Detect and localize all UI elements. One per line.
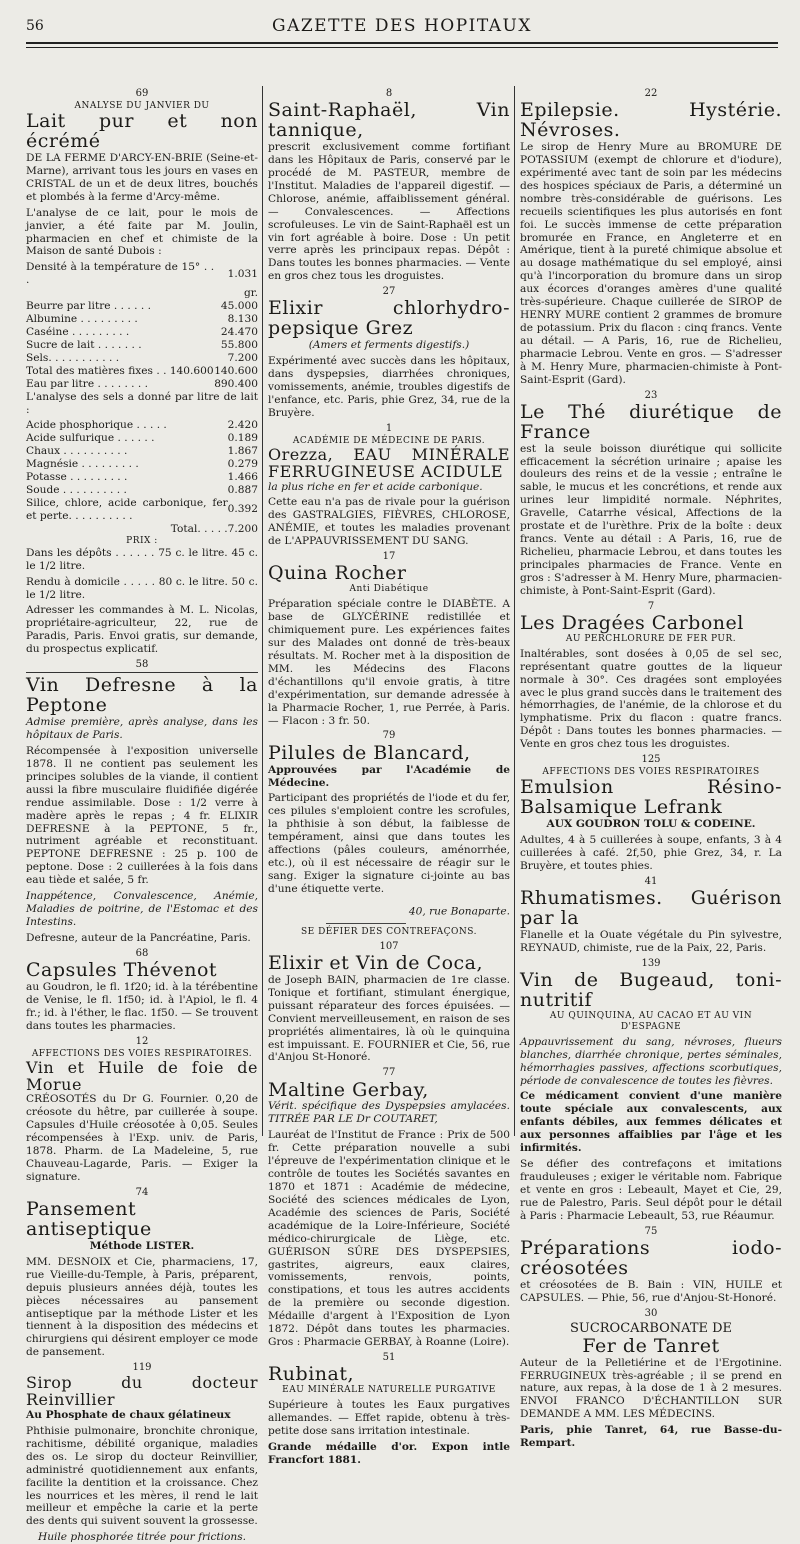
column-left [26,86,258,1544]
price-line: Dans les dépôts . . . . . . 75 c. le litre. 45 c. le 1/2 litre. [26,546,258,572]
unit-label: gr. [243,287,258,300]
ad-body: L'analyse des sels a donné par litre de lait : [26,390,258,416]
ad-number: 8 [385,88,393,99]
ad-number: 125 [641,754,661,766]
ad-footer: Grande médaille d'or. Expon intle Francfort 1881. [268,1440,510,1466]
table-row-label: Silice, chlore, acide carbonique, fer et perte. . . . . . . . . . [26,497,228,522]
ad-title: Préparations iodo-créosotées [520,1236,782,1279]
ad-subtitle: Anti Diabétique [349,584,429,595]
column-separator [262,86,263,1136]
ad-body: Inaltérables, sont dosées à 0,05 de sel sec, représentant quatre gouttes de la liqueur normale à 30°. Ces dragées sont employées avec le plus grand succès dans le traitement des hémorrhagies, de l'anémie, de la chlorose et du lymphatisme. Prix du flacon : quatre francs. Dépôt : Dans toutes les bonnes pharmacies. — Vente en gros chez tous les droguistes. [520,647,782,751]
water-value: 890.400 [214,377,258,390]
ad-body: Préparation spéciale contre le DIABÈTE. A base de GLYCÉRINE redistillée et chimiquement pure. Les expériences faites sur des Malades ont donné de très-beaux résultats. M. Rocher met à la disposition de MM. les Médecins des Flacons d'échantillons qu'il envoie gratis, à titre d'expérimentation, sur demande adressée à la Pharmacie Rocher, 1, rue Perrée, à Paris. — Flacon : 3 fr. 50. [268,598,510,727]
ad-body: Auteur de la Pelletiérine et de l'Ergotinine. FERRUGINEUX très-agréable ; il se prend en nature, aux repas, à la dose de 1 à 2 mesures. ENVOI FRANCO D'ÉCHANTILLON SUR DEMANDE A MM. LES MÉDECINS. [520,1356,782,1421]
ad-number: 58 [135,659,149,671]
ad-body: L'analyse de ce lait, pour le mois de janvier, a été faite par M. Joulin, pharmacien en chef et chimiste de la Maison de santé Dubois : [26,206,258,258]
ad-title: Saint-Raphaël, Vin tannique, [268,99,510,142]
ad-title: Vin Defresne à la Peptone [26,674,258,717]
table-row-label: Magnésie . . . . . . . . . [26,458,139,471]
ad-heading: AFFECTIONS DES VOIES RESPIRATOIRES [542,767,760,778]
ad-title: Pansement antiseptique [26,1198,152,1240]
ad-footer: Paris, phie Tanret, 64, rue Basse-du-Rempart. [520,1424,782,1450]
table-row-value: 0.189 [227,432,258,445]
ad-body: CRÉOSOTÉS du Dr G. Fournier. 0,20 de créosote du hêtre, par cuillerée à soupe. Capsules d'Huile créosotée à 0,05. Seules récompensées à l'Exp. univ. de Paris, 1878. Pharm. de La Madeleine, 5, rue Chauveau-Lagarde, Paris. — Exiger la signature. [26,1093,258,1183]
ad-number: 75 [644,1225,658,1237]
table-row-label: Beurre par litre . . . . . . [26,300,151,313]
ad-body: Defresne, auteur de la Pancréatine, Paris. [26,931,251,944]
ad-body: prescrit exclusivement comme fortifiant dans les Hôpitaux de Paris, conservé par le procédé de M. PASTEUR, membre de l'Institut. Maladies de l'appareil digestif. — Chlorose, anémie, affaiblissement général. — Convalescences. — Affections scrofuleuses. Le vin de Saint-Raphaël est un vin fort agréable à boire. Dose : Un petit verre après les principaux repas. Dépôt : Dans toutes les bonnes pharmacies. — Vente en gros chez tous les droguistes. [268,141,510,283]
total-value: 7.200 [227,522,258,535]
ad-body: Lauréat de l'Institut de France : Prix de 500 fr. Cette préparation nouvelle a subi l'épreuve de l'expérimentation clinique et le contrôle de toutes les Sociétés savantes en 1870 et 1871 : Académie de médecine, Société des sciences médicales de Lyon, Académie des sciences de Paris, Société académique de la Loire-Inférieure, Société médico-chirurgicale de Liège, etc. GUÉRISON SÛRE DES DYSPEPSIES, gastrites, aigreurs, eaux claires, vomissements, renvois, points, constipations, et tous les autres accidents de la première ou seconde digestion. Médaille d'argent à l'Exposition de Lyon 1872. Dépôt dans toutes les pharmacies. Gros : Pharmacie GERBAY, à Roanne (Loire). [268,1129,510,1349]
ad-heading: ACADÉMIE DE MÉDECINE DE PARIS. [292,435,486,446]
table-row-value: 1.466 [227,471,258,484]
column-middle [268,86,510,1466]
ad-body: Phthisie pulmonaire, bronchite chronique, rachitisme, débilité organique, maladies des os. Le sirop du docteur Reinvillier, administré quotidiennement aux enfants, facilite la dentition et la croissance. Chez les nourrices et les mères, il rend le lait meilleur et empêche la carie et la perte des dents qui suivent souvent la grossesse. [26,1424,258,1528]
ad-number: 12 [135,1035,149,1047]
ad-body: est la seule boisson diurétique qui sollicite efficacement la sécrétion urinaire ; apaise les douleurs des reins et de la vessie ; entraîne le sable, le mucus et les concrétions, et rende aux urines leur limpidité normale. Néphrites, Gravelle, Catarrhe vésical, Affections de la prostate et de l'urèthre. Prix de la boîte : deux francs. Vente au détail : A Paris, 16, rue de Richelieu, pharmacie Lebrou, et dans toutes les principales pharmacies de France. Vente en gros : S'adresser à M. Henry Mure, pharmacien-chimiste, à Pont-Saint-Esprit (Gard). [520,442,782,597]
table-row-label: Soude . . . . . . . . . . [26,484,127,497]
column-right [520,86,782,1450]
header-rule-thin [26,47,778,48]
ad-title: Capsules Thévenot [26,959,218,982]
ad-heading: ANALYSE DU JANVIER DU [74,101,210,112]
page-header [26,16,778,56]
ad-body: et créosotées de B. Bain : VIN, HUILE et CAPSULES. — Phie, 56, rue d'Anjou-St-Honoré. [520,1278,782,1304]
price-heading: PRIX : [126,535,158,546]
table-row-value: 0.279 [227,458,258,471]
ad-number: 79 [382,730,396,742]
header-rule [26,42,778,44]
total-label: Total. . . . . [170,522,228,535]
ad-number: 74 [135,1186,149,1198]
divider [26,672,258,673]
table-row-value: 8.130 [227,313,258,326]
total-label: Total des matières fixes . . [26,364,167,377]
ad-body: Se défier des contrefaçons et imitations frauduleuses ; exiger le véritable nom. Fabrique et vente en gros : Lebeault, Mayet et Cie, 29, rue de Palestro, Paris. Seul dépôt pour le détail à Paris : Pharmacie Lebeault, 53, rue Réaumur. [520,1158,782,1222]
salts-table [26,419,258,535]
table-row-value: 0.392 [227,503,258,516]
ad-heading: SUCROCARBONATE DE [569,1320,733,1336]
ad-body: Expérimenté avec succès dans les hôpitaux, dans dyspepsies, diarrhées chroniques, vomissements, anémie, troubles digestifs de l'enfance, etc. Paris, phie Grez, 34, rue de la Bruyère. [268,355,510,419]
ad-title: Pilules de Blancard, [268,741,471,764]
ad-title: Maltine Gerbay, [268,1078,429,1101]
ad-title: Vin et Huile de foie de Morue [26,1057,258,1094]
ad-number: 17 [382,551,396,563]
water-label: Eau par litre . . . . . . . . [26,377,149,390]
ad-body: au Goudron, le fl. 1f20; id. à la térébentine de Venise, le fl. 1f50; id. à l'Apiol, le fl. 4 fr.; id. à l'éther, le flac. 1f50. — Se trouvent dans toutes les pharmacies. [26,980,258,1032]
ad-body: Supérieure à toutes les Eaux purgatives allemandes. — Effet rapide, obtenu à très-petite dose sans irritation intestinale. [268,1399,510,1437]
table-row-value: 2.420 [227,419,258,432]
table-row-label: Sels. . . . . . . . . . . [26,351,120,364]
table-row-label: Caséine . . . . . . . . . [26,326,130,339]
ad-title: Rubinat, [268,1363,355,1386]
ad-number: 119 [132,1362,152,1374]
ad-number: 139 [641,957,661,969]
ad-title: Fer de Tanret [582,1334,720,1357]
ad-body: MM. DESNOIX et Cie, pharmaciens, 17, rue Vieille-du-Temple, à Paris, préparent, depuis plusieurs années déjà, toutes les pièces nécessaires au pansement antiseptique par la méthode Lister et les tiennent à la disposition des médecins et chirurgiens qui désirent employer ce mode de pansement. [26,1255,258,1359]
address-text: 40, rue Bonaparte. [408,905,510,918]
ad-body: Inappétence, Convalescence, Anémie, Maladies de poitrine, de l'Estomac et des Intestins. [26,890,258,928]
running-title: GAZETTE DES HOPITAUX [271,16,532,36]
ad-title: Rhumatismes. Guérison par la [520,887,782,930]
table-row-label: Acide phosphorique . . . . . [26,419,167,432]
table-row-value: 45.000 [220,300,258,313]
ad-address [268,899,510,924]
table-row-value: 24.470 [220,326,258,339]
ad-subtitle: Admise première, après analyse, dans les hôpitaux de Paris. [26,716,258,742]
ad-title: Les Dragées Carbonel [520,611,744,634]
ad-subtitle: la plus riche en fer et acide carbonique. [268,480,483,493]
ad-title: Sirop du docteur Reinvillier [26,1373,258,1410]
ad-body: DE LA FERME D'ARCY-EN-BRIE (Seine-et-Marne), arrivant tous les jours en vases en CRISTAL de un et de deux litres, bouchés et plombés à la ferme d'Arcy-même. [26,152,258,203]
ad-subtitle: EAU MINÉRALE NATURELLE PURGATIVE [282,1385,496,1396]
ad-title: Orezza, EAU MINÉRALE FERRUGINEUSE ACIDULE [268,444,510,481]
table-row-value: 1.867 [227,445,258,458]
ad-subtitle: AU PERCHLORURE DE FER PUR. [565,633,737,644]
table-row-value: 0.887 [227,484,258,497]
column-separator [514,86,515,1136]
ad-title: Le Thé diurétique de France [520,400,782,443]
ad-number: 41 [644,875,658,887]
ad-body: Ce médicament convient d'une manière toute spéciale aux convalescents, aux enfants débiles, aux femmes délicates et aux personnes affaiblies par l'âge et les infirmités. [520,1090,782,1155]
analysis-table [26,261,258,390]
density-label: Densité à la température de 15° . . . [26,261,215,287]
ad-subtitle: Méthode LISTER. [89,1239,195,1252]
table-row-label: Sucre de lait . . . . . . . [26,338,142,351]
table-row-value: 7.200 [227,351,258,364]
density-value: 1.031 [227,267,258,280]
ad-number: 30 [644,1307,658,1319]
ad-number: 7 [647,600,655,612]
ad-body: Adresser les commandes à M. L. Nicolas, propriétaire-agriculteur, 22, rue de Paradis, Paris. Envoi gratis, sur demande, du prospectus explicatif. [26,604,258,656]
ad-number: 22 [644,88,658,99]
ad-body: Le sirop de Henry Mure au BROMURE DE POTASSIUM (exempt de chlorure et d'iodure), expérimenté avec tant de soin par les médecins des hospices spéciaux de Paris, a déterminé un nombre très-considérable de guérisons. Les recueils scientifiques les plus autorisés en font foi. Le succès immense de cette préparation bromurée en France, en Angleterre et en Amérique, tient à la pureté chimique absolue et au dosage mathématique du sel employé, ainsi qu'à l'incorporation du bromure dans un sirop aux écorces d'oranges amères d'une qualité très-supérieure. Chaque cuillerée de SIROP de HENRY MURE contient 2 grammes de bromure de potassium. Prix du flacon : cinq francs. Vente au détail. — A Paris, 16, rue de Richelieu, pharmacie Lebrou. Vente en gros. — S'adresser à M. Henry Mure, pharmacien-chimiste à Pont-Saint-Esprit (Gard). [520,141,782,386]
ad-number: 27 [382,286,396,298]
ad-subtitle: AUX GOUDRON TOLU & CODEINE. [546,818,756,831]
ad-subtitle: Approuvées par l'Académie de Médecine. [268,763,510,789]
page-number: 56 [26,18,44,34]
table-row-label: Acide sulfurique . . . . . . [26,432,155,445]
total-value: 140.600 [214,364,258,377]
table-row-label: Potasse . . . . . . . . . [26,471,128,484]
ad-subtitle: AU QUINQUINA, AU CACAO ET AU VIN D'ESPAGNE [549,1010,753,1032]
ad-title: Elixir chlorhydro-pepsique Grez [268,297,510,340]
ad-number: 51 [382,1352,396,1363]
ad-title: Elixir et Vin de Coca, [268,951,484,974]
table-row-label: Albumine . . . . . . . . . [26,313,138,326]
signature-image [326,899,406,924]
ad-body: Appauvrissement du sang, névroses, flueurs blanches, diarrhée chronique, pertes séminales, hémorrhagies passives, affections scorbutiques, période de convalescence de toutes les fièvres. [520,1035,782,1087]
ad-number: 1 [385,422,393,434]
ad-subtitle: (Amers et ferments digestifs.) [308,339,470,352]
ad-number: 69 [135,88,149,99]
ad-title: Emulsion Résino-Balsamique Lefrank [520,776,782,819]
ad-subtitle: Vérit. spécifique des Dyspepsies amylacées. TITRÉE PAR LE Dr COUTARET, [268,1100,510,1126]
ad-body: Adultes, 4 à 5 cuillerées à soupe, enfants, 3 à 4 cuillerées à café. 2f,50, phie Grez, 34, r. La Bruyère, et toutes phies. [520,834,782,872]
ad-number: 68 [135,947,149,959]
ad-number: 23 [644,389,658,401]
ad-number: 107 [379,940,399,952]
ad-title: Vin de Bugeaud, toni-nutritif [520,968,782,1011]
ad-body: Récompensée à l'exposition universelle 1878. Il ne contient pas seulement les principes solubles de la viande, il contient aussi la fibre musculaire fluidifiée digérée rendue assimilable. Dose : 1/2 verre à madère après le repas ; 4 fr. ELIXIR DEFRESNE à la PEPTONE, 5 fr., nutriment agréable et reconstituant. PEPTONE DEFRESNE : 25 p. 100 de peptone. Dose : 2 cuillerées à la fois dans eau tiède et salée, 5 fr. [26,745,258,887]
ad-body: Flanelle et la Ouate végétale du Pin sylvestre, REYNAUD, chimiste, rue de la Paix, 22, Paris. [520,928,782,954]
ad-title: Lait pur et non écrémé [26,110,258,153]
ad-heading: AFFECTIONS DES VOIES RESPIRATOIRES. [31,1048,253,1059]
total-value: 140.600 [169,364,214,377]
ad-body: Cette eau n'a pas de rivale pour la guérison des GASTRALGIES, FIÈVRES, CHLOROSE, ANÉMIE, et toutes les maladies provenant de L'APPAUVRISSEMENT DU SANG. [268,496,510,548]
table-row-value: 55.800 [220,338,258,351]
ad-subtitle: Au Phosphate de chaux gélatineux [26,1409,231,1421]
ad-footer: Huile phosphorée titrée pour frictions. [37,1531,247,1544]
ad-body: Participant des propriétés de l'iode et du fer, ces pilules s'emploient contre les scrofules, la phthisie à son début, la faiblesse de tempérament, ainsi que dans toutes les affections (pâles couleurs, aménorrhée, etc.), où il est nécessaire de réagir sur le sang. Exiger la signature ci-jointe au bas d'une étiquette verte. [268,792,510,895]
table-row-label: Chaux . . . . . . . . . . [26,445,128,458]
price-line: Rendu à domicile . . . . . 80 c. le litre. 50 c. le 1/2 litre. [26,575,258,601]
ad-title: Epilepsie. Hystérie. Névroses. [520,99,782,142]
ad-warning: SE DÉFIER DES CONTREFAÇONS. [301,926,477,937]
ad-number: 77 [382,1067,396,1079]
ad-title: Quina Rocher [268,562,407,585]
ad-body: de Joseph BAIN, pharmacien de 1re classe. Tonique et fortifiant, stimulant énergique, puissant réparateur des forces épuisées. — Convient merveilleusement, en raison de ses propriétés alimentaires, là où le quinquina est impuissant. E. FOURNIER et Cie, 56, rue d'Anjou St-Honoré. [268,973,510,1064]
